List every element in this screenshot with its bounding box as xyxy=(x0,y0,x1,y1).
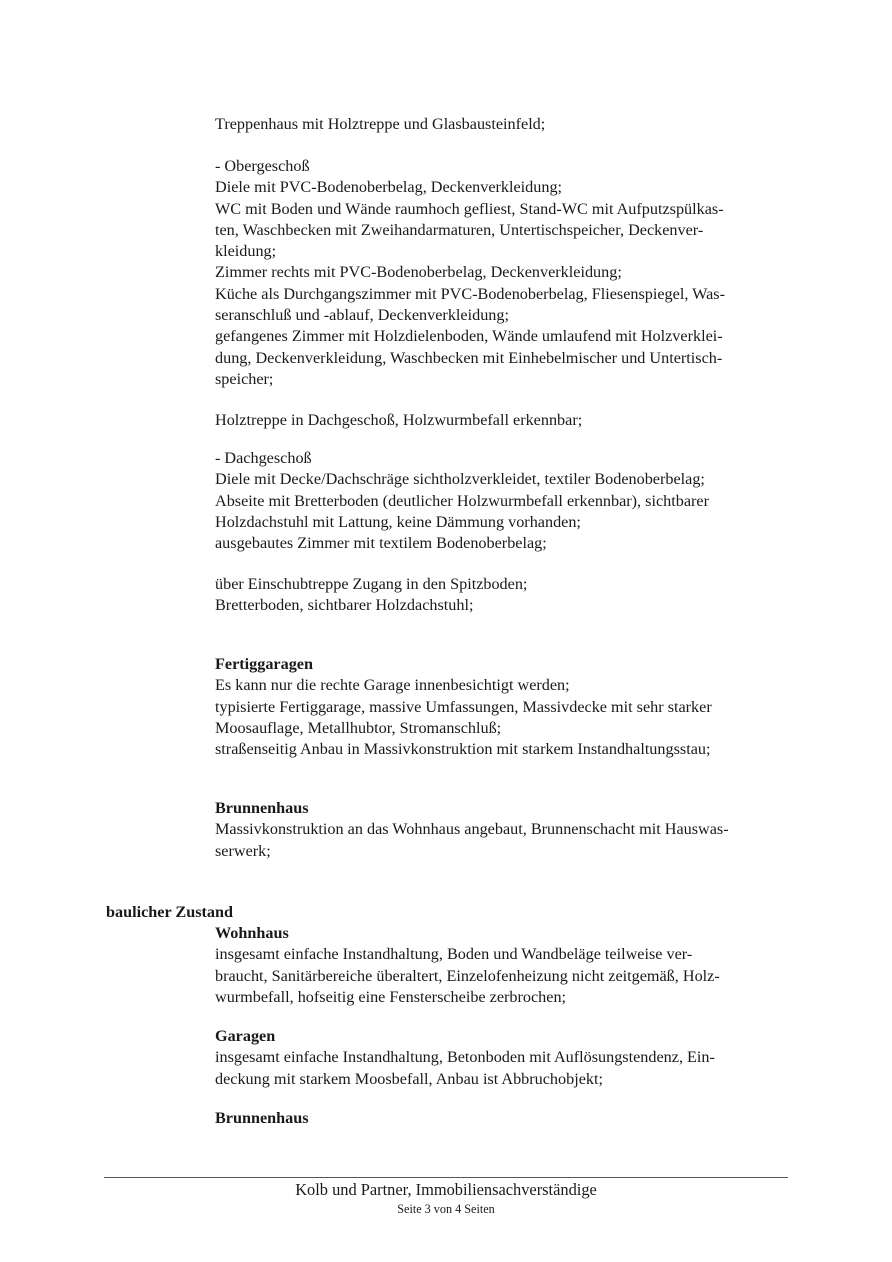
text-line: WC mit Boden und Wände raumhoch gefliest, Stand-WC mit Aufputzspülkas- xyxy=(215,199,724,218)
text-line: Holztreppe in Dachgeschoß, Holzwurmbefall erkennbar; xyxy=(215,411,583,429)
text-line: dung, Deckenverkleidung, Waschbecken mit Einhebelmischer und Untertisch- xyxy=(215,348,723,367)
zustand-heading: baulicher Zustand xyxy=(106,903,233,921)
wohnhaus-heading: Wohnhaus xyxy=(215,924,289,942)
text-line: Moosauflage, Metallhubtor, Stromanschluß; xyxy=(215,718,502,737)
text-line: Massivkonstruktion an das Wohnhaus angebaut, Brunnenschacht mit Hauswas- xyxy=(215,820,729,839)
text-line: Küche als Durchgangszimmer mit PVC-Bodenoberbelag, Fliesenspiegel, Was- xyxy=(215,284,725,303)
obergeschoss-block xyxy=(215,156,790,390)
text-line: Abseite mit Bretterboden (deutlicher Holzwurmbefall erkennbar), sichtbarer xyxy=(215,491,709,510)
zustand-wohnhaus-block xyxy=(215,923,790,1008)
text-line: Es kann nur die rechte Garage innenbesichtigt werden; xyxy=(215,676,570,695)
text-line: typisierte Fertiggarage, massive Umfassungen, Massivdecke mit sehr starker xyxy=(215,697,712,716)
brunnenhaus-block xyxy=(215,798,790,862)
text-line: straßenseitig Anbau in Massivkonstruktion mit starkem Instandhaltungsstau; xyxy=(215,740,711,759)
text-line: über Einschubtreppe Zugang in den Spitzboden; xyxy=(215,575,528,593)
text-line: Diele mit PVC-Bodenoberbelag, Deckenverkleidung; xyxy=(215,178,563,197)
text-line: Holzdachstuhl mit Lattung, keine Dämmung vorhanden; xyxy=(215,512,581,531)
text-line: wurmbefall, hofseitig eine Fensterscheibe zerbrochen; xyxy=(215,987,567,1006)
fertiggaragen-heading: Fertiggaragen xyxy=(215,655,313,673)
text-line: Treppenhaus mit Holztreppe und Glasbausteinfeld; xyxy=(215,115,546,133)
spitzboden-block xyxy=(215,574,790,617)
dachgeschoss-block xyxy=(215,448,790,554)
text-line: braucht, Sanitärbereiche überaltert, Einzelofenheizung nicht zeitgemäß, Holz- xyxy=(215,966,720,985)
text-line: deckung mit starkem Moosbefall, Anbau ist Abbruchobjekt; xyxy=(215,1069,603,1088)
text-line: ausgebautes Zimmer mit textilem Bodenoberbelag; xyxy=(215,534,547,553)
zustand-garagen-block xyxy=(215,1026,790,1090)
footer-divider xyxy=(104,1177,788,1178)
garagen-heading: Garagen xyxy=(215,1027,276,1045)
footer-page-info: Seite 3 von 4 Seiten xyxy=(397,1202,495,1216)
text-line: seranschluß und -ablauf, Deckenverkleidung; xyxy=(215,306,509,325)
zustand-brunnenhaus-block xyxy=(215,1108,790,1129)
zustand-brunnenhaus-heading: Brunnenhaus xyxy=(215,1109,309,1127)
text-line: ten, Waschbecken mit Zweihandarmaturen, Untertischspeicher, Deckenver- xyxy=(215,220,704,239)
text-line: Zimmer rechts mit PVC-Bodenoberbelag, Deckenverkleidung; xyxy=(215,263,622,282)
intro-block xyxy=(215,114,790,135)
text-line: Bretterboden, sichtbarer Holzdachstuhl; xyxy=(215,596,474,615)
footer-company: Kolb und Partner, Immobiliensachverständige xyxy=(295,1180,597,1199)
fertiggaragen-block xyxy=(215,654,790,760)
text-line: speicher; xyxy=(215,369,274,388)
text-line: insgesamt einfache Instandhaltung, Boden und Wandbeläge teilweise ver- xyxy=(215,945,693,964)
dachgeschoss-heading: - Dachgeschoß xyxy=(215,449,312,467)
obergeschoss-heading: - Obergeschoß xyxy=(215,157,310,175)
text-line: Diele mit Decke/Dachschräge sichtholzverkleidet, textiler Bodenoberbelag; xyxy=(215,470,705,489)
text-line: gefangenes Zimmer mit Holzdielenboden, Wände umlaufend mit Holzverklei- xyxy=(215,327,723,346)
text-line: kleidung; xyxy=(215,242,277,261)
text-line: insgesamt einfache Instandhaltung, Betonboden mit Auflösungstendenz, Ein- xyxy=(215,1048,715,1067)
brunnenhaus-heading: Brunnenhaus xyxy=(215,799,309,817)
text-line: serwerk; xyxy=(215,841,271,860)
holztreppe-block xyxy=(215,410,790,431)
